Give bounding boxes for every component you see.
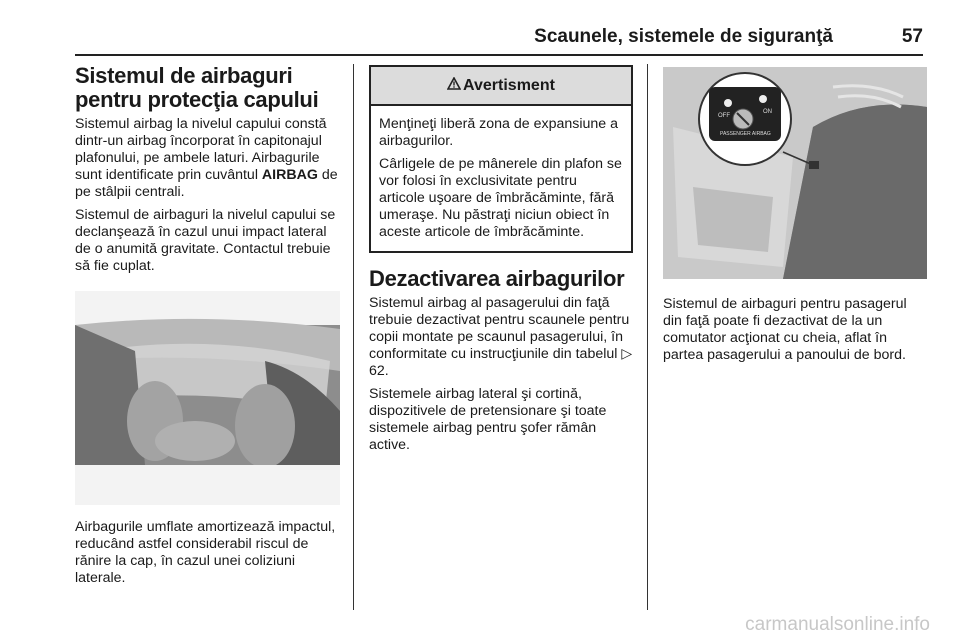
switch-off-label: OFF <box>718 113 730 119</box>
warning-box <box>369 65 633 253</box>
paragraph-other-systems: Sistemele airbag lateral şi cortină, dispozitivele de pretensionare şi toate sistemele airbag pentru şofer rămân active. <box>369 386 607 453</box>
paragraph-deployment: Sistemul de airbaguri la nivelul capului se declanşează în cazul unui impact lateral de o anumită gravitate. Contactul trebuie să fie cuplat. <box>75 207 336 274</box>
warning-triangle-icon <box>447 77 461 94</box>
warning-title: Avertisment <box>463 76 555 94</box>
paragraph-airbag-description: Sistemul airbag la nivelul capului constă dintr-un airbag încorporat în capitonajul plafonului, pe ambele laturi. Airbagurile sunt identificate prin cuvântul AIRBAG de pe stâlpii centrali. <box>75 116 338 200</box>
page-ref-arrow-icon: ▷ <box>621 346 633 362</box>
warning-paragraph-1: Menţineţi liberă zona de expansiune a airbagurilor. <box>379 116 618 149</box>
car-interior-drawing <box>75 291 340 505</box>
page-reference: 62. <box>369 363 389 379</box>
caption-switch: Sistemul de airbaguri pentru pasagerul din faţă poate fi dezactivat de la un comutator acţionat cu cheia, aflat în partea pasagerului a panoului de bord. <box>663 296 907 363</box>
dashboard-drawing <box>663 67 927 279</box>
column-divider-2 <box>647 64 648 610</box>
caption-inflated-airbags: Airbagurile umflate amortizează impactul, reducând astfel considerabil riscul de rănire la cap, în cazul unei coliziuni laterale. <box>75 519 336 586</box>
column-divider-1 <box>353 64 354 610</box>
switch-on-label: ON <box>763 109 772 115</box>
warning-body <box>371 106 631 251</box>
section-title: Scaunele, sistemele de siguranţă <box>534 26 833 47</box>
watermark: carmanualsonline.info <box>745 614 930 635</box>
curtain-airbag-illustration <box>75 291 340 505</box>
switch-text: PASSENGER AIRBAG <box>720 131 771 137</box>
page-header <box>75 26 923 56</box>
column-left <box>75 64 340 593</box>
airbag-label: AIRBAG <box>261 167 318 183</box>
heading-head-airbags: Sistemul de airbaguri pentru protecţia capului <box>75 63 319 112</box>
column-right <box>663 64 927 370</box>
airbag-switch-illustration <box>663 67 927 279</box>
warning-paragraph-2: Cârligele de pe mânerele din plafon se vor folosi în exclusivitate pentru articole uşoare de îmbrăcăminte, fără umeraşe. Nu păstraţi niciun obiect în aceste articole de îmbrăcăminte. <box>379 156 622 240</box>
column-middle <box>369 64 633 460</box>
warning-header <box>371 67 631 106</box>
page-number: 57 <box>901 26 923 47</box>
paragraph-deactivation: Sistemul airbag al pasagerului din faţă trebuie dezactivat pentru scaunele pentru copii montate pe scaunul pasagerului, în conformitate cu instrucţiunile din tabelul ▷ 62. <box>369 295 633 379</box>
heading-deactivation: Dezactivarea airbagurilor <box>369 266 625 291</box>
